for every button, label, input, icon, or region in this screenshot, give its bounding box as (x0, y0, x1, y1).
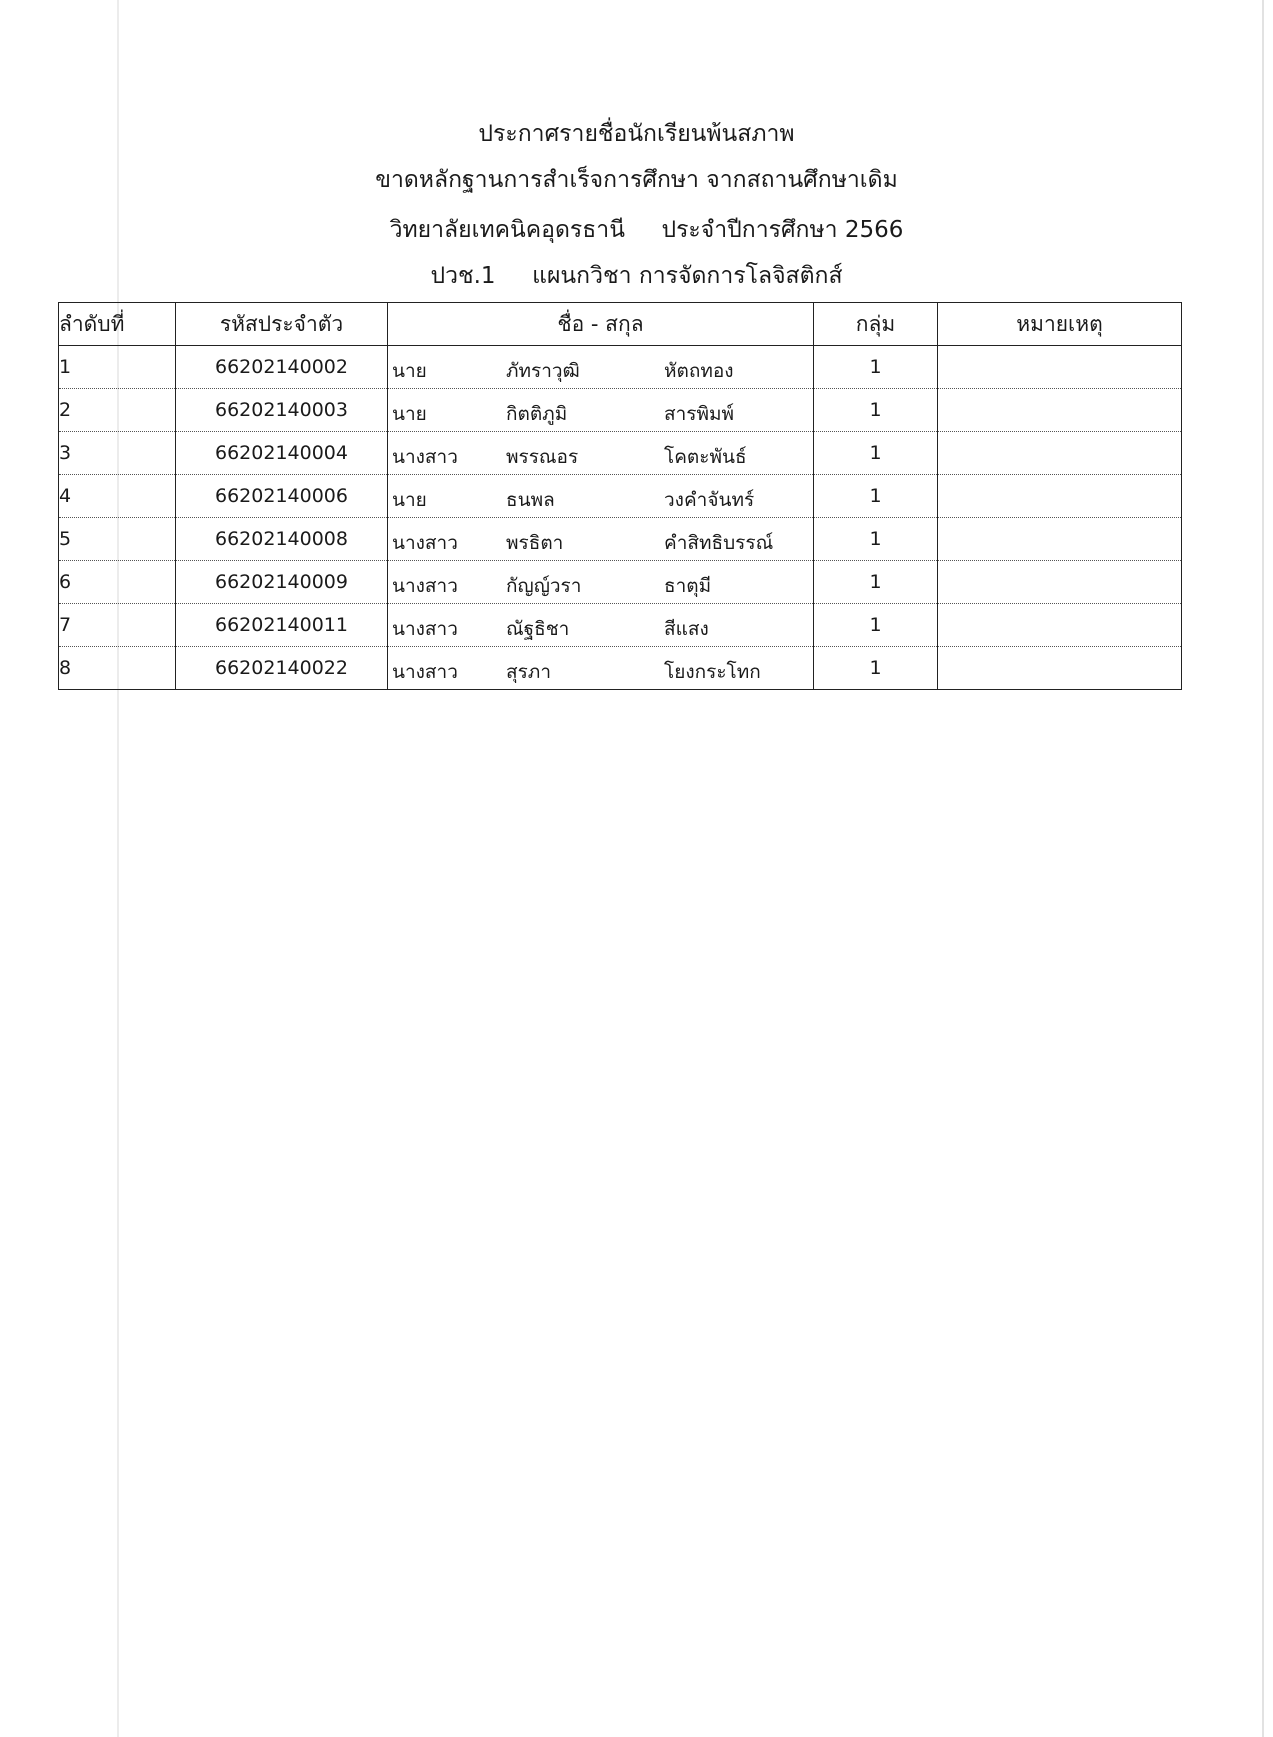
cell-group: 1 (814, 432, 938, 475)
name-title: นาย (392, 403, 427, 425)
first-name: ธนพล (506, 489, 555, 511)
first-name: กัญญ์วรา (506, 575, 582, 597)
cell-note (938, 432, 1182, 475)
name-title: นางสาว (392, 618, 458, 640)
cell-group: 1 (814, 389, 938, 432)
scan-artifact-left (117, 0, 119, 1737)
program-department-line: ปวช.1 แผนกวิชา การจัดการโลจิสติกส์ (430, 263, 843, 289)
cell-group: 1 (814, 346, 938, 389)
student-table (58, 302, 1182, 690)
cell-name (388, 561, 814, 604)
cell-student-id: 66202140006 (176, 475, 388, 518)
cell-note (938, 604, 1182, 647)
first-name: กิตติภูมิ (506, 403, 568, 425)
cell-seq: 4 (59, 475, 176, 518)
first-name: พรรณอร (506, 446, 579, 468)
cell-student-id: 66202140002 (176, 346, 388, 389)
cell-name (388, 346, 814, 389)
name-title: นางสาว (392, 575, 458, 597)
column-header-id: รหัสประจำตัว (176, 303, 388, 346)
college-year-line: วิทยาลัยเทคนิคอุดรธานี ประจำปีการศึกษา 2566 (389, 217, 904, 243)
announcement-title: ประกาศรายชื่อนักเรียนพ้นสภาพ (478, 121, 795, 147)
table-row (59, 647, 1182, 690)
cell-note (938, 647, 1182, 690)
cell-seq: 3 (59, 432, 176, 475)
cell-seq: 5 (59, 518, 176, 561)
cell-group: 1 (814, 561, 938, 604)
scan-artifact-right (1262, 0, 1264, 1737)
cell-seq: 7 (59, 604, 176, 647)
cell-note (938, 518, 1182, 561)
name-title: นางสาว (392, 661, 458, 683)
table-row (59, 561, 1182, 604)
last-name: สีแสง (664, 618, 709, 640)
last-name: หัตถทอง (664, 360, 734, 382)
last-name: คำสิทธิบรรณ์ (664, 532, 774, 554)
cell-group: 1 (814, 604, 938, 647)
cell-name (388, 647, 814, 690)
column-header-group: กลุ่ม (814, 303, 938, 346)
cell-seq: 1 (59, 346, 176, 389)
cell-seq: 8 (59, 647, 176, 690)
cell-note (938, 389, 1182, 432)
cell-name (388, 518, 814, 561)
first-name: ณัฐธิชา (506, 618, 570, 640)
cell-seq: 2 (59, 389, 176, 432)
table-header-row (59, 303, 1182, 346)
cell-student-id: 66202140008 (176, 518, 388, 561)
name-title: นาย (392, 489, 427, 511)
cell-student-id: 66202140022 (176, 647, 388, 690)
table-row (59, 604, 1182, 647)
table-row (59, 475, 1182, 518)
cell-student-id: 66202140009 (176, 561, 388, 604)
last-name: สารพิมพ์ (664, 403, 735, 425)
name-title: นาย (392, 360, 427, 382)
cell-name (388, 432, 814, 475)
name-title: นางสาว (392, 446, 458, 468)
cell-name (388, 604, 814, 647)
cell-note (938, 346, 1182, 389)
cell-group: 1 (814, 647, 938, 690)
cell-student-id: 66202140004 (176, 432, 388, 475)
cell-name (388, 475, 814, 518)
cell-group: 1 (814, 518, 938, 561)
last-name: ธาตุมี (664, 575, 712, 597)
announcement-subtitle: ขาดหลักฐานการสำเร็จการศึกษา จากสถานศึกษาเดิม (375, 167, 898, 193)
table-row (59, 346, 1182, 389)
column-header-name: ชื่อ - สกุล (388, 303, 814, 346)
cell-note (938, 475, 1182, 518)
column-header-seq: ลำดับที่ (59, 303, 176, 346)
last-name: โคตะพันธ์ (664, 446, 747, 468)
cell-note (938, 561, 1182, 604)
cell-student-id: 66202140003 (176, 389, 388, 432)
table-row (59, 432, 1182, 475)
cell-group: 1 (814, 475, 938, 518)
first-name: สุรภา (506, 661, 551, 683)
last-name: วงคำจันทร์ (664, 489, 755, 511)
table-row (59, 389, 1182, 432)
cell-name (388, 389, 814, 432)
first-name: พรธิตา (506, 532, 564, 554)
name-title: นางสาว (392, 532, 458, 554)
table-row (59, 518, 1182, 561)
last-name: โยงกระโทก (664, 661, 761, 683)
cell-seq: 6 (59, 561, 176, 604)
column-header-note: หมายเหตุ (938, 303, 1182, 346)
cell-student-id: 66202140011 (176, 604, 388, 647)
first-name: ภัทราวุฒิ (506, 360, 580, 382)
